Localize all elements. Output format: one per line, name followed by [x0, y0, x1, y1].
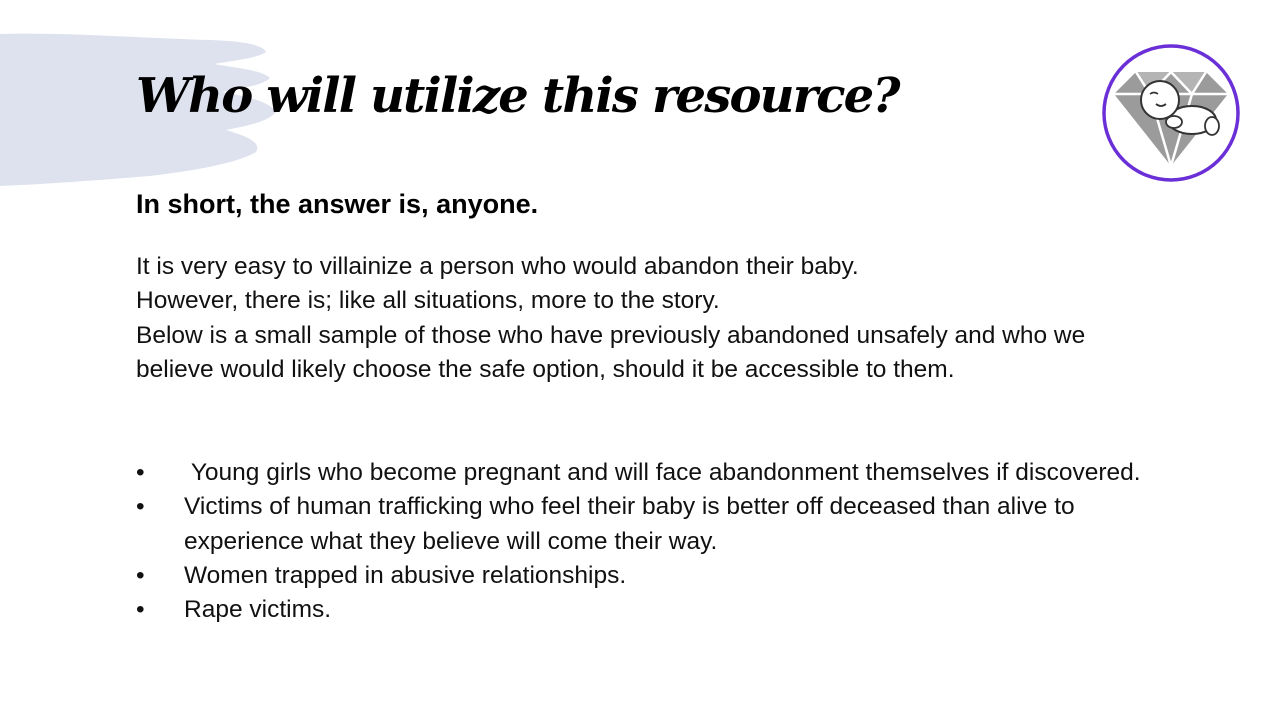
diamond-baby-icon — [1100, 42, 1242, 184]
list-item-text: Rape victims. — [184, 596, 332, 624]
list-item — [136, 456, 1146, 490]
bullet-icon: • — [136, 596, 145, 624]
list-item-text: Women trapped in abusive relationships. — [184, 561, 627, 589]
list-item — [136, 490, 1146, 559]
bullet-icon: • — [136, 561, 145, 589]
list-item-text: Victims of human trafficking who feel their baby is better off deceased than alive to experience what they believe will come their way. — [184, 493, 1082, 555]
bullet-icon: • — [136, 493, 145, 521]
intro-line: It is very easy to villainize a person who would abandon their baby. — [136, 253, 859, 280]
bullet-icon: • — [136, 459, 145, 486]
intro-line: However, there is; like all situations, more to the story. — [136, 287, 720, 315]
intro-line: Below is a small sample of those who have previously abandoned unsafely and who we believe would likely choose the safe option, should it be accessible to them. — [136, 321, 1086, 383]
list-item-text: Young girls who become pregnant and will face abandonment themselves if discovered. — [184, 459, 1141, 486]
bullet-list — [136, 456, 1146, 627]
subtitle: In short, the answer is, anyone. — [136, 189, 539, 219]
page-title: Who will utilize this resource? — [136, 68, 899, 124]
list-item — [136, 559, 1146, 593]
list-item — [136, 593, 1146, 627]
intro-paragraph — [136, 250, 1136, 387]
